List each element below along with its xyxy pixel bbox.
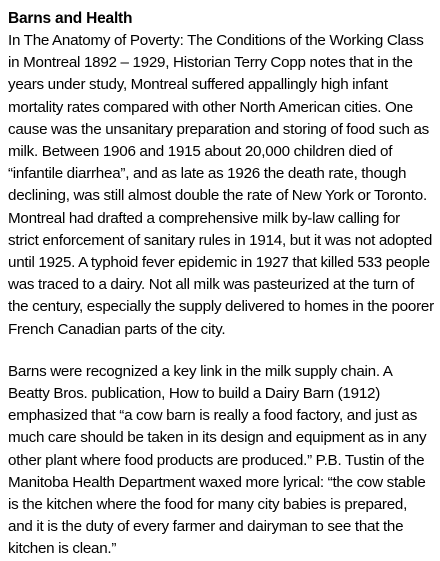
paragraph-milk-mortality: In The Anatomy of Poverty: The Conditions of the Working Class in Montreal 1892 – 1929, Historian Terry Copp notes that in the years under study, Montreal suffered appallingly high infant mortality rates compared with other North American cities. One cause was the unsanitary preparation and storing of food such as milk. Between 1906 and 1915 about 20,000 children died of “infantile diarrhea”, and as late as 1926 the death rate, though declining, was still almost double the rate of New York or Toronto. Montreal had drafted a comprehensive milk by-law calling for strict enforcement of sanitary rules in 1914, but it was not adopted until 1925. A typhoid fever epidemic in 1927 that killed 533 people was traced to a dairy. Not all milk was pasteurized at the turn of the century, especially the supply delivered to homes in the poorer French Canadian parts of the city. xyxy=(8,32,434,338)
document-heading: Barns and Health xyxy=(8,10,133,27)
paragraph-barns-supply-chain: Barns were recognized a key link in the milk supply chain. A Beatty Bros. publication, How to build a Dairy Barn (1912) emphasized that “a cow barn is really a food factory, and just as much care should be taken in its design and equipment as in any other plant where food products are produced.” P.B. Tustin of the Manitoba Health Department waxed more lyrical: “the cow stable is the kitchen where the food for many city babies is prepared, and it is the duty of every farmer and dairyman to see that the kitchen is clean.” xyxy=(8,362,427,558)
